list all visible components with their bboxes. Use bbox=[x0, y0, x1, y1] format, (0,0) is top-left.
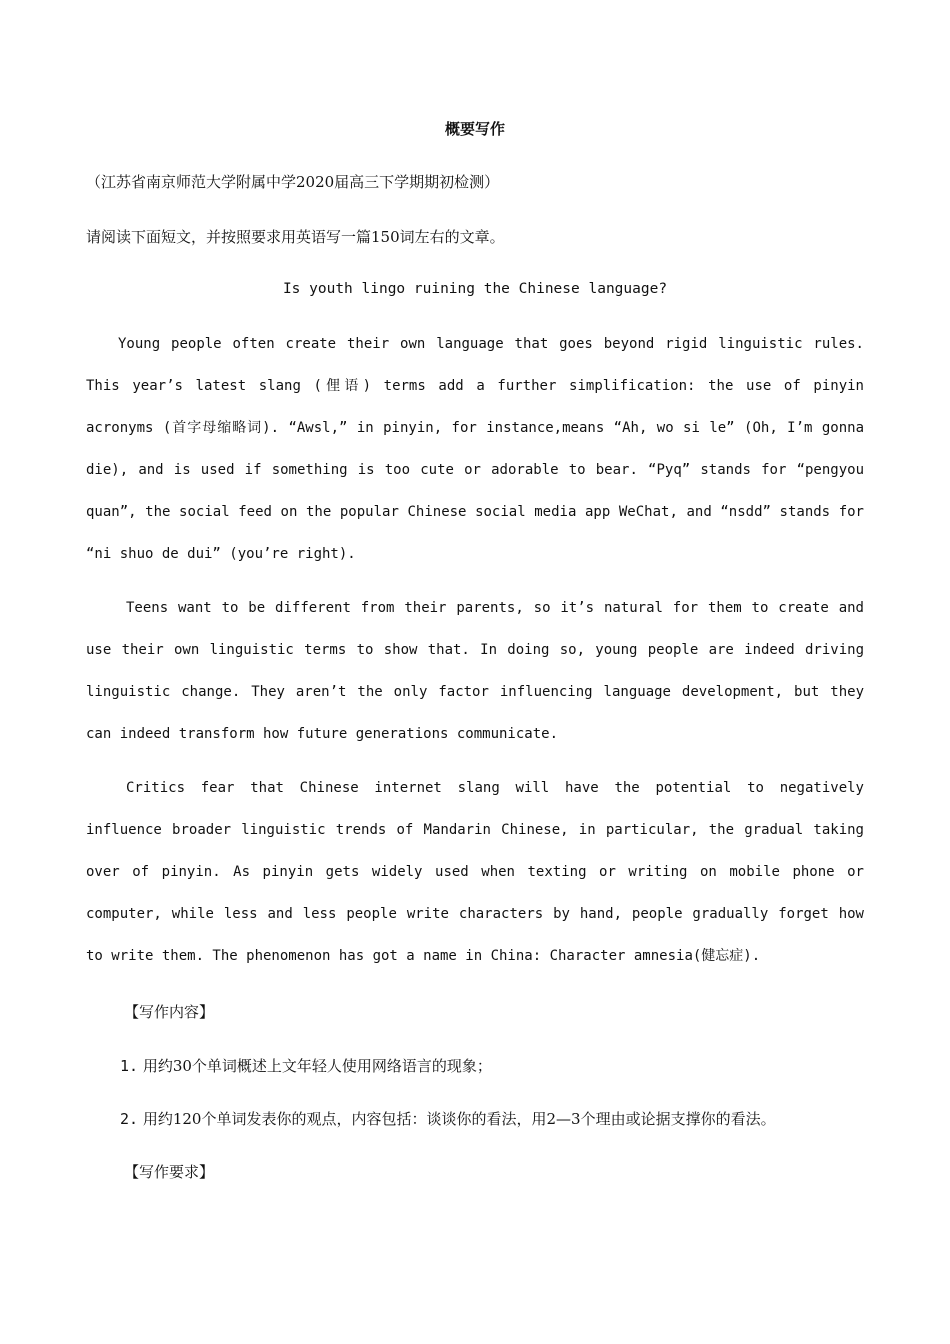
article-title: Is youth lingo ruining the Chinese language? bbox=[282, 281, 668, 297]
content-item-number: 1. bbox=[120, 1057, 139, 1075]
article-paragraph-3: Critics fear that Chinese internet slang will have the potential to negatively influence broader linguistic trends of Mandarin Chinese, in particular, the gradual taking over of pinyin. As pinyin gets widely used when texting or writing on mobile phone or computer, while less and less people write characters by hand, people gradually forget how to write them. The phenomenon has got a name in China: Character amnesia(健忘症). bbox=[86, 780, 864, 964]
content-item-text: 用约30个单词概述上文年轻人使用网络语言的现象； bbox=[142, 1057, 492, 1075]
requirements-heading: 【写作要求】 bbox=[124, 1163, 215, 1181]
content-item-text: 用约120个单词发表你的观点，内容包括：谈谈你的看法，用2—3个理由或论据支撑你的看法。 bbox=[142, 1110, 776, 1128]
source-line: （江苏省南京师范大学附属中学2020届高三下学期期初检测） bbox=[86, 173, 500, 191]
content-heading: 【写作内容】 bbox=[124, 1003, 215, 1021]
content-item-number: 2. bbox=[120, 1110, 139, 1128]
article-paragraph-2: Teens want to be different from their parents, so it’s natural for them to create and use their own linguistic terms to show that. In doing so, young people are indeed driving linguistic change. They aren’t the only factor influencing language development, but they can indeed transform how future generations communicate. bbox=[86, 600, 864, 742]
instruction-line: 请阅读下面短文，并按照要求用英语写一篇150词左右的文章。 bbox=[86, 228, 505, 246]
article-paragraph-1: Young people often create their own language that goes beyond rigid linguistic rules. This year’s latest slang (俚语) terms add a further simplification: the use of pinyin acronyms (首字母缩略词). “Awsl,” in pinyin, for instance,means “Ah, wo si le” (Oh, I’m gonna die), and is used if something is too cute or adorable to bear. “Pyq” stands for “pengyou quan”, the social feed on the popular Chinese social media app WeChat, and “nsdd” stands for “ni shuo de dui” (you’re right). bbox=[86, 336, 864, 562]
content-item-2 bbox=[120, 1108, 776, 1129]
document-title: 概要写作 bbox=[444, 120, 505, 138]
content-item-1 bbox=[120, 1055, 492, 1076]
